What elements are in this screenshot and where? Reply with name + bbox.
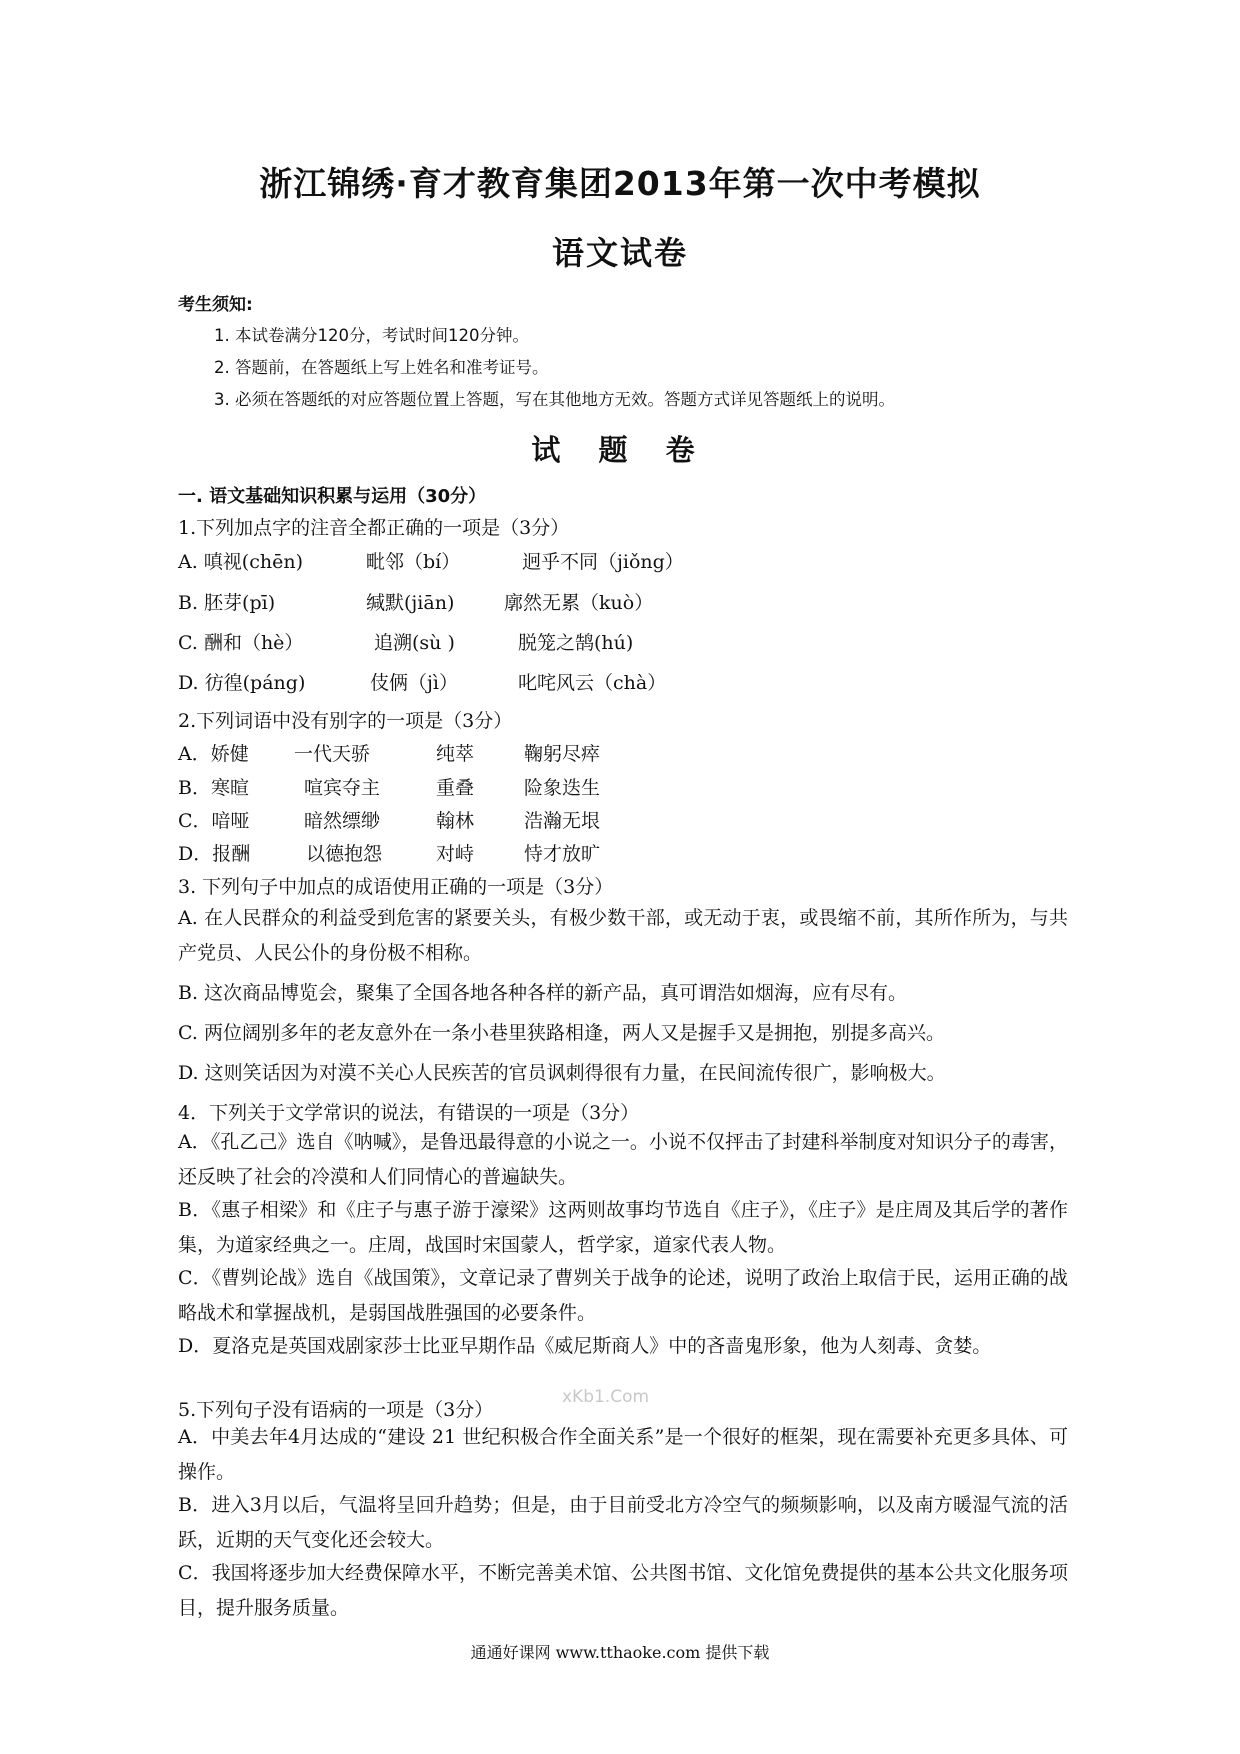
exam-subtitle: 语文试卷: [551, 234, 688, 272]
q4-option-b: B．《惠子相梁》和《庄子与惠子游于濠梁》这两则故事均节选自《庄子》，《庄子》是庄周及其后学的著作集，为道家经典之一。庄周，战国时宋国蒙人，哲学家，道家代表人物。: [178, 1199, 1068, 1256]
q2-b-3: 重叠: [436, 777, 475, 799]
q2-stem: 2.下列词语中没有别字的一项是（3分）: [178, 710, 513, 732]
q4-option-a: A．《孔乙己》选自《呐喊》，是鲁迅最得意的小说之一。小说不仅抨击了封建科举制度对知识分子的毒害，还反映了社会的冷漠和人们同情心的普遍缺失。: [178, 1131, 1068, 1188]
q2-d-1: D．报酬: [178, 843, 251, 865]
q2-b-4: 险象迭生: [524, 777, 601, 799]
q2-b-1: B．寒暄: [178, 777, 249, 799]
q2-c-1: C．喑哑: [178, 810, 250, 832]
q2-b-2: 喧宾夺主: [304, 777, 381, 799]
q2-a-1: A．娇健: [178, 743, 249, 765]
q1-c-3: 脱笼之鹄(hú): [518, 632, 634, 654]
q2-d-2: 以德抱怨: [306, 843, 383, 865]
section-title: 试 题 卷: [531, 433, 709, 467]
q1-b-1: B. 胚芽(pī): [178, 592, 276, 614]
q2-c-2: 暗然缥缈: [304, 810, 381, 832]
q1-a-2: 毗邻（bí）: [366, 551, 461, 573]
q4-stem: 4．下列关于文学常识的说法，有错误的一项是（3分）: [178, 1102, 640, 1124]
q2-d-4: 恃才放旷: [524, 843, 601, 865]
q5-option-a: A．中美去年4月达成的“建设 21 世纪积极合作全面关系”是一个很好的框架，现在需要补充更多具体、可操作。: [178, 1426, 1068, 1483]
q1-c-1: C. 酬和（hè）: [178, 632, 304, 654]
q2-a-3: 纯萃: [436, 743, 475, 765]
q1-b-2: 缄默(jiān): [366, 592, 455, 614]
q1-stem: 1.下列加点字的注音全都正确的一项是（3分）: [178, 517, 570, 539]
q3-option-b: B. 这次商品博览会，聚集了全国各地各种各样的新产品，真可谓浩如烟海，应有尽有。: [178, 982, 908, 1004]
q3-option-c: C. 两位阔别多年的老友意外在一条小巷里狭路相逢，两人又是握手又是拥抱，别提多高兴。: [178, 1022, 945, 1044]
notice-heading: 考生须知:: [178, 295, 253, 315]
part1-heading: 一. 语文基础知识积累与运用（30分）: [178, 486, 487, 507]
q4-option-c: C．《曹刿论战》选自《战国策》，文章记录了曹刿关于战争的论述，说明了政治上取信于民，运用正确的战略战术和掌握战机，是弱国战胜强国的必要条件。: [178, 1267, 1068, 1324]
q1-c-2: 追溯(sù ): [374, 632, 455, 654]
watermark: xKb1.Com: [562, 1387, 650, 1407]
q1-a-1: A. 嗔视(chēn): [178, 551, 303, 573]
q4-option-d: D．夏洛克是英国戏剧家莎士比亚早期作品《威尼斯商人》中的吝啬鬼形象，他为人刻毒、贪婪。: [178, 1335, 992, 1357]
q1-d-2: 伎俩（jì）: [370, 672, 458, 694]
q2-c-4: 浩瀚无垠: [524, 810, 601, 832]
q2-d-3: 对峙: [436, 843, 475, 865]
q3-stem: 3. 下列句子中加点的成语使用正确的一项是（3分）: [178, 876, 614, 898]
q1-d-1: D. 彷徨(páng): [178, 672, 306, 694]
notice-item-1: 1. 本试卷满分120分，考试时间120分钟。: [214, 326, 529, 345]
q2-a-2: 一代天骄: [294, 743, 371, 765]
q5-option-b: B．进入3月以后，气温将呈回升趋势；但是，由于目前受北方冷空气的频频影响，以及南方暖湿气流的活跃，近期的天气变化还会较大。: [178, 1494, 1068, 1551]
footer-text: 通通好课网 www.tthaoke.com 提供下载: [470, 1643, 770, 1662]
q3-option-a: A. 在人民群众的利益受到危害的紧要关头，有极少数干部，或无动于衷，或畏缩不前，其所作所为，与共产党员、人民公仆的身份极不相称。: [178, 907, 1068, 964]
notice-item-3: 3. 必须在答题纸的对应答题位置上答题，写在其他地方无效。答题方式详见答题纸上的说明。: [214, 390, 895, 409]
q5-stem: 5.下列句子没有语病的一项是（3分）: [178, 1399, 494, 1421]
notice-item-2: 2. 答题前，在答题纸上写上姓名和准考证号。: [214, 358, 549, 377]
q1-a-3: 迥乎不同（jiǒng）: [522, 551, 684, 573]
q2-a-4: 鞠躬尽瘁: [524, 743, 601, 765]
exam-title: 浙江锦绣·育才教育集团2013年第一次中考模拟: [259, 164, 981, 203]
q2-c-3: 翰林: [436, 810, 475, 832]
q3-option-d: D. 这则笑话因为对漠不关心人民疾苦的官员讽刺得很有力量，在民间流传很广，影响极大。: [178, 1062, 946, 1084]
q1-b-3: 廓然无累（kuò）: [504, 592, 654, 614]
q5-option-c: C．我国将逐步加大经费保障水平，不断完善美术馆、公共图书馆、文化馆免费提供的基本公共文化服务项目，提升服务质量。: [178, 1562, 1068, 1619]
q1-d-3: 叱咤风云（chà）: [518, 672, 667, 694]
